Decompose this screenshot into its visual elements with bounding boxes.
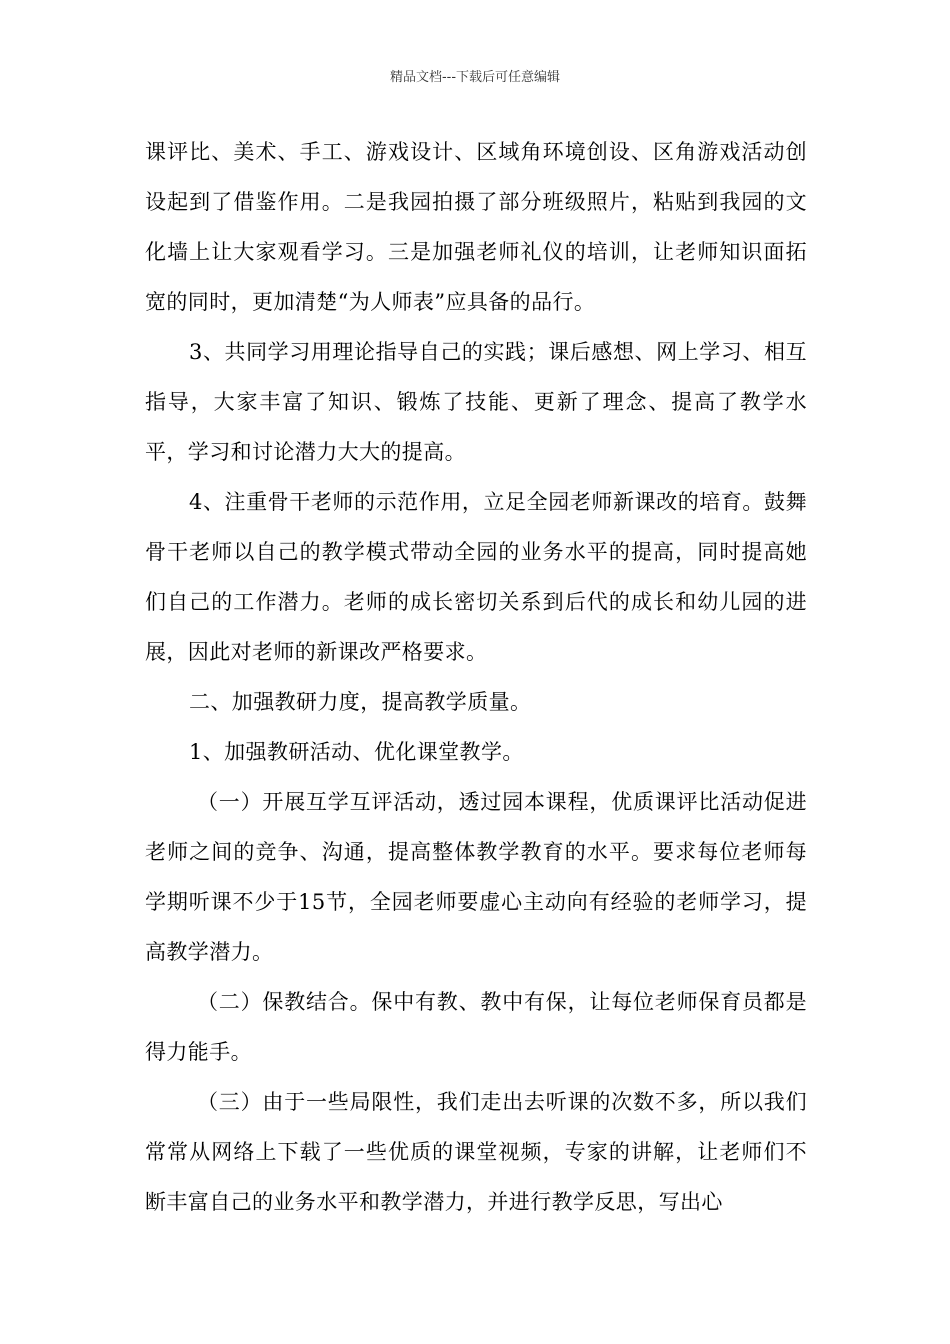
- paragraph-sub-2: （二）保教结合。保中有教、教中有保，让每位老师保育员都是得力能手。: [145, 990, 807, 1064]
- paragraph-item-4: 4、注重骨干老师的示范作用，立足全园老师新课改的培育。鼓舞骨干老师以自己的教学模式带动全园的业务水平的提高，同时提高她们自己的工作潜力。老师的成长密切关系到后代的成长和幼儿园的进展，因此对老师的新课改严格要求。: [145, 490, 807, 664]
- paragraph-item-3: 3、共同学习用理论指导自己的实践；课后感想、网上学习、相互指导，大家丰富了知识、锻炼了技能、更新了理念、提高了教学水平，学习和讨论潜力大大的提高。: [145, 340, 807, 464]
- page-header: 精品文档---下载后可任意编辑: [389, 70, 561, 85]
- paragraph-continuation: 课评比、美术、手工、游戏设计、区域角环境创设、区角游戏活动创设起到了借鉴作用。二是我园拍摄了部分班级照片，粘贴到我园的文化墙上让大家观看学习。三是加强老师礼仪的培训，让老师知识面拓宽的同时，更加清楚“为人师表”应具备的品行。: [145, 140, 807, 314]
- section-heading-2: 二、加强教研力度，提高教学质量。: [189, 690, 532, 714]
- document-body: [145, 127, 807, 1227]
- paragraph-sub-1: （一）开展互学互评活动，透过园本课程，优质课评比活动促进老师之间的竞争、沟通，提高整体教学教育的水平。要求每位老师每学期听课不少于15节，全园老师要虚心主动向有经验的老师学习，提高教学潜力。: [145, 790, 807, 964]
- paragraph-sub-3: （三）由于一些局限性，我们走出去听课的次数不多，所以我们常常从网络上下载了一些优质的课堂视频，专家的讲解，让老师们不断丰富自己的业务水平和教学潜力，并进行教学反思，写出心: [145, 1090, 807, 1214]
- subsection-heading-1: 1、加强教研活动、优化课堂教学。: [189, 740, 524, 764]
